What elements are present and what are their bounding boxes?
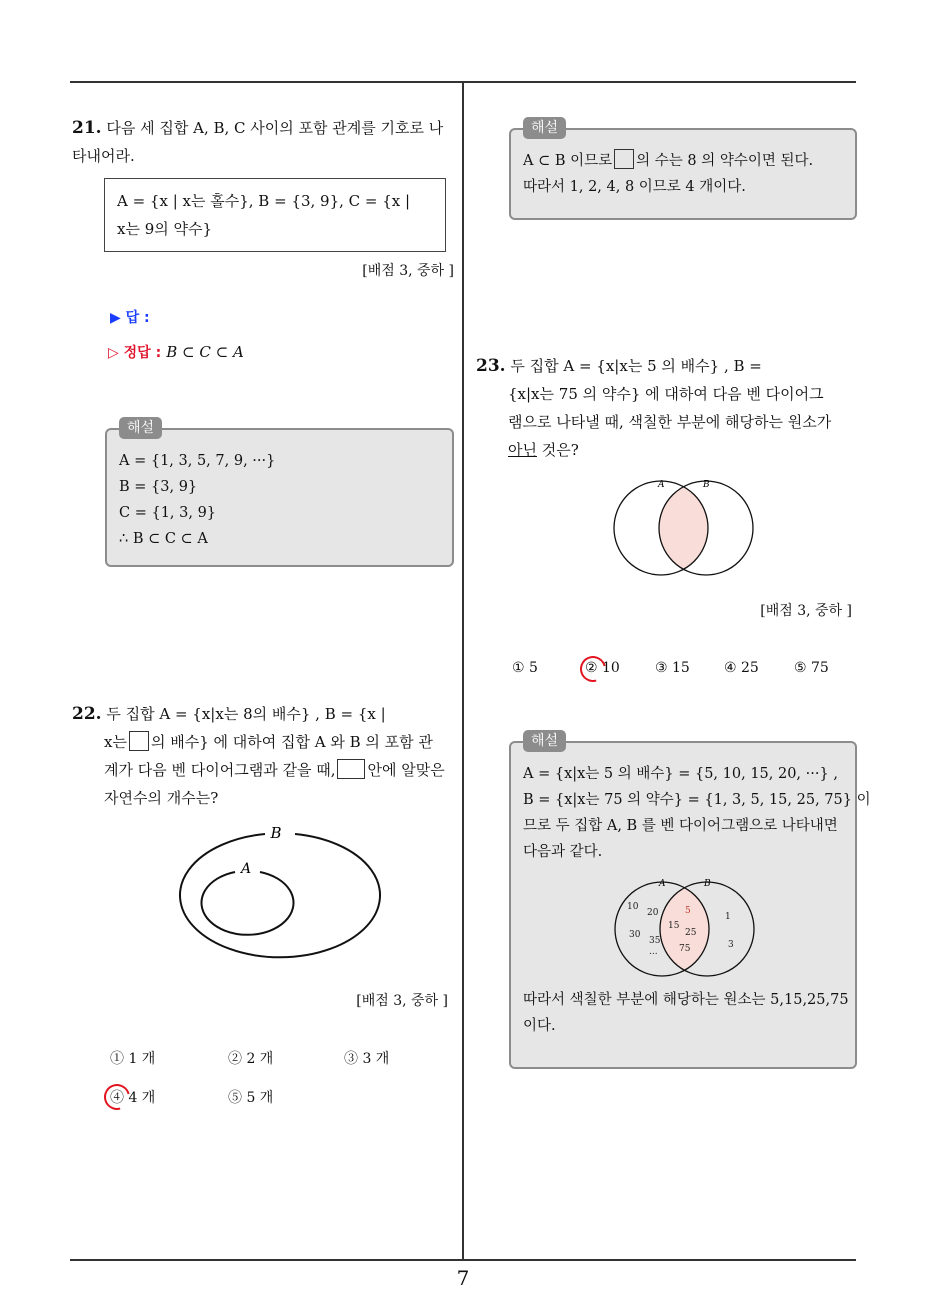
q22-number: 22. (72, 704, 102, 724)
q23-solution-line5: 따라서 색칠한 부분에 해당하는 원소는 5,15,25,75 (523, 992, 849, 1008)
q23-line4: 것은? (536, 441, 579, 459)
q22-solution (509, 120, 857, 220)
q23-sv-a-35: 35 (649, 936, 661, 946)
q22-venn-label-b: B (270, 824, 282, 842)
q22-venn-diagram (170, 820, 390, 970)
q21-solution (105, 420, 454, 567)
q23-solution-venn (611, 877, 761, 977)
q22-line4: 자연수의 개수는? (104, 789, 219, 807)
q23-choice-4[interactable]: ④ 25 (724, 660, 759, 676)
q23-points: [배점 3, 중하 ] (760, 603, 852, 619)
q23-line4-underlined: 아닌 (508, 441, 537, 459)
q22-blank-box-1 (129, 731, 149, 751)
q23-solution-line4: 다음과 같다. (523, 844, 603, 860)
q22-solution-line1b: 의 수는 8 의 약수이면 된다. (636, 153, 814, 169)
q21-points: [배점 3, 중하 ] (362, 263, 454, 279)
q23-choice-3[interactable]: ③ 15 (655, 660, 690, 676)
q22-venn-inner-set (202, 872, 294, 935)
column-divider (462, 82, 464, 1260)
q22-venn-outer-set (180, 834, 380, 957)
q21-solution-line-3: C = {1, 3, 9} (119, 505, 217, 521)
q22-blank-box-2 (337, 759, 365, 779)
q22-solution-line2: 따라서 1, 2, 4, 8 이므로 4 개이다. (523, 179, 746, 195)
q23-venn-label-a: A (658, 480, 665, 490)
q23-sv-a-dots: ... (649, 947, 658, 957)
q21-box-line2: x는 9의 약수} (117, 220, 213, 238)
q22-line3b: 안에 알맞은 (367, 761, 445, 779)
q21-correct-row (108, 342, 244, 362)
q23-sv-both-75: 75 (679, 944, 691, 954)
q21-solution-line-2: B = {3, 9} (119, 479, 198, 495)
q23-line1: 두 집합 A = {x|x는 5 의 배수} , B = (510, 357, 762, 375)
q23-number: 23. (476, 356, 506, 376)
q22-choice-4[interactable]: ④ 4 개 (110, 1090, 156, 1106)
question-23 (476, 352, 860, 464)
q22-line2a: x는 (104, 733, 127, 751)
q22-solution-blank-box (614, 149, 634, 169)
q22-solution-label: 해설 (523, 117, 566, 139)
q23-solution-line1: A = {x|x는 5 의 배수} = {5, 10, 15, 20, ···} , (523, 766, 838, 782)
q22-points: [배점 3, 중하 ] (356, 993, 448, 1009)
q22-choice-5[interactable]: ⑤ 5 개 (228, 1090, 274, 1106)
q21-solution-label: 해설 (119, 417, 162, 439)
q21-body: 다음 세 집합 A, B, C 사이의 포함 관계를 기호로 나타내어라. (72, 119, 444, 165)
q22-choice-1[interactable]: ① 1 개 (110, 1051, 156, 1067)
q22-line2b: 의 배수} 에 대하여 집합 A 와 B 의 포함 관 (150, 733, 433, 751)
q23-venn-label-b: B (703, 480, 710, 490)
q23-selected-mark (575, 651, 611, 687)
q23-sv-a-20: 20 (647, 908, 659, 918)
q23-venn-diagram (610, 476, 760, 576)
q23-solution-label: 해설 (523, 730, 566, 752)
q23-sv-label-a: A (659, 879, 666, 889)
q22-line1: 두 집합 A = {x|x는 8의 배수} , B = {x | (106, 705, 386, 723)
q21-answer-label: ▶ 답 : (110, 310, 150, 326)
q23-solution-line3: 므로 두 집합 A, B 를 벤 다이어그램으로 나타내면 (523, 818, 838, 834)
q23-sv-label-b: B (704, 879, 711, 889)
q23-sv-a-30: 30 (629, 930, 641, 940)
q23-line2: {x|x는 75 의 약수} 에 대하여 다음 벤 다이어그 (508, 385, 824, 403)
q23-sv-both-25: 25 (685, 928, 697, 938)
question-21 (72, 114, 456, 170)
q21-number: 21. (72, 118, 102, 138)
q23-solution-line2: B = {x|x는 75 의 약수} = {1, 3, 5, 15, 25, 75} 이 (523, 792, 871, 808)
q23-solution (509, 733, 871, 1069)
q23-sv-b-3: 3 (728, 940, 734, 950)
q22-choice-3[interactable]: ③ 3 개 (344, 1051, 390, 1067)
q21-correct-value: B ⊂ C ⊂ A (166, 343, 244, 361)
q22-solution-line1a: A ⊂ B 이므로 (523, 153, 613, 169)
q21-solution-line-4: ∴ B ⊂ C ⊂ A (119, 531, 208, 547)
q22-choice-2[interactable]: ② 2 개 (228, 1051, 274, 1067)
q23-sv-both-5: 5 (685, 906, 691, 916)
q23-sv-a-10: 10 (627, 902, 639, 912)
q22-venn-label-a: A (240, 861, 252, 877)
q22-selected-mark (99, 1079, 135, 1115)
q23-sv-both-15: 15 (668, 921, 680, 931)
question-22 (72, 700, 458, 812)
q23-choice-5[interactable]: ⑤ 75 (794, 660, 829, 676)
q23-line3: 램으로 나타낼 때, 색칠한 부분에 해당하는 원소가 (508, 413, 832, 431)
q23-choice-2[interactable]: ② 10 (585, 660, 620, 676)
footer-rule (70, 1259, 856, 1261)
q22-line3a: 계가 다음 벤 다이어그램과 같을 때, (104, 761, 336, 779)
q23-sv-b-1: 1 (725, 912, 731, 922)
q23-solution-line6: 이다. (523, 1018, 556, 1034)
q21-box-line1: A = {x | x는 홀수}, B = {3, 9}, C = {x | (117, 192, 411, 210)
page-number: 7 (456, 1266, 470, 1290)
q21-text (72, 114, 456, 170)
q21-set-box (104, 178, 446, 252)
q21-correct-label: ▷ 정답 : (108, 345, 162, 361)
q21-solution-line-1: A = {1, 3, 5, 7, 9, ···} (119, 453, 276, 469)
q23-choice-1[interactable]: ① 5 (512, 660, 538, 676)
